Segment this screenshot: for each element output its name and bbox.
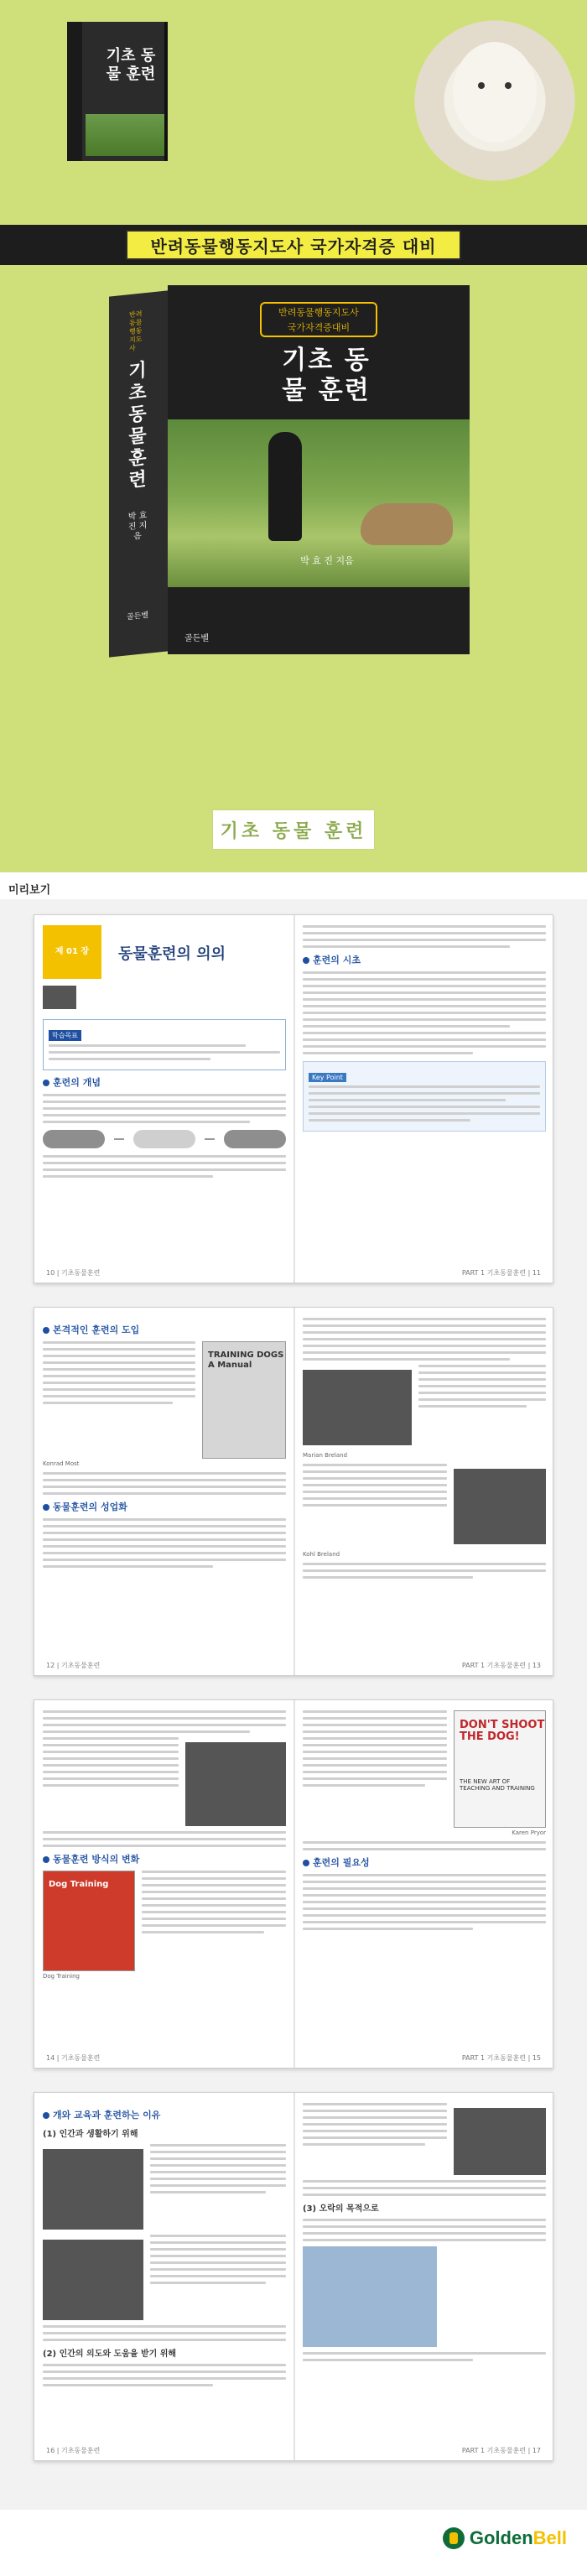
bell-icon xyxy=(443,2527,465,2549)
key-point-caption: Key Point xyxy=(309,1073,346,1082)
preview-spread-2 xyxy=(34,1307,553,1676)
book-image-title: DON'T SHOOT THE DOG! xyxy=(460,1719,545,1743)
dog-eye-icon xyxy=(478,82,485,89)
subtitle-box xyxy=(212,809,375,850)
bullet-icon xyxy=(303,957,309,964)
section-heading: 개와 교육과 훈련하는 이유 xyxy=(43,2108,286,2121)
cover-author: 박 효 진 지음 xyxy=(300,555,354,566)
small-book-photo xyxy=(86,114,164,156)
page-right xyxy=(303,2103,546,2365)
spread-gutter xyxy=(294,1700,295,2068)
cover-trainer-figure xyxy=(268,432,302,541)
book-image-dog-training xyxy=(43,1871,135,1971)
bullet-icon xyxy=(43,1080,49,1086)
section-heading: 훈련의 개념 xyxy=(43,1075,286,1089)
spine-title: 기초 동물 훈련 xyxy=(128,359,147,492)
sub-heading: (2) 인간의 의도와 도움을 받기 위해 xyxy=(43,2350,177,2359)
dog-face xyxy=(453,42,537,143)
headline-box xyxy=(126,230,461,260)
footer xyxy=(0,2512,587,2576)
diagram-step xyxy=(224,1130,286,1148)
photo-dog-sleeping xyxy=(43,2149,143,2230)
small-book-image xyxy=(67,22,168,161)
book-image-title: Dog Training xyxy=(49,1880,109,1889)
bullet-icon xyxy=(303,1860,309,1866)
preview-label: 미리보기 xyxy=(8,884,51,897)
preview-spread-1 xyxy=(34,914,553,1283)
small-book-spine xyxy=(67,22,82,161)
bullet-icon xyxy=(43,1856,49,1863)
page-right xyxy=(303,925,546,1132)
arrow-icon xyxy=(205,1138,215,1140)
book-image-subtitle: THE NEW ART OF TEACHING AND TRAINING xyxy=(460,1778,535,1792)
page-number: 16 | 기초동물훈련 xyxy=(46,2447,101,2454)
sub-heading: (1) 인간과 생활하기 위해 xyxy=(43,2130,138,2139)
spread-gutter xyxy=(294,915,295,1283)
book-image-training-dogs xyxy=(202,1341,286,1459)
preview-spread-4 xyxy=(34,2092,553,2461)
diagram-step xyxy=(133,1130,195,1148)
cover-tag-line1: 반려동물행동지도사 xyxy=(278,307,359,318)
bullet-icon xyxy=(43,2112,49,2119)
preview-area xyxy=(0,899,587,2510)
page-left xyxy=(43,925,286,1182)
dog-illustration xyxy=(43,986,76,1009)
page-number: PART 1 기초동물훈련 | 13 xyxy=(461,1662,541,1669)
image-caption: Konrad Most xyxy=(43,1460,80,1467)
section-heading: 본격적인 훈련의 도입 xyxy=(43,1323,286,1336)
key-point-box xyxy=(303,1061,546,1132)
subtitle-text: 기초 동물 훈련 xyxy=(220,820,367,842)
photo-dog-agility xyxy=(454,2108,546,2175)
dog-eye-icon xyxy=(505,82,512,89)
sub-heading: (3) 오락의 목적으로 xyxy=(303,2204,379,2214)
image-caption: Dog Training xyxy=(43,1973,80,1980)
book-image-dont-shoot-the-dog xyxy=(454,1710,546,1828)
bullet-icon xyxy=(43,1327,49,1334)
photo-marian-breland xyxy=(303,1370,412,1445)
book-image-title: TRAINING DOGS A Manual xyxy=(208,1350,284,1370)
section-heading: 훈련의 시초 xyxy=(303,953,546,966)
cover-dog-figure xyxy=(361,503,453,545)
spread-gutter xyxy=(294,1308,295,1675)
cover-publisher: 골든벨 xyxy=(184,634,209,643)
page-number: 10 | 기초동물훈련 xyxy=(46,1269,101,1277)
learning-goals-box xyxy=(43,1019,286,1070)
section-heading: 동물훈련의 성업화 xyxy=(43,1500,286,1513)
cover-bottom xyxy=(168,587,470,654)
page-number: 14 | 기초동물훈련 xyxy=(46,2054,101,2062)
cover-tag-line2: 국가자격증대비 xyxy=(287,322,351,333)
preview-spread-3 xyxy=(34,1699,553,2069)
logo-text: GoldenBell xyxy=(469,2527,567,2548)
arrow-icon xyxy=(114,1138,124,1140)
photo-training xyxy=(185,1742,286,1826)
cover-title: 기초 동물 훈련 xyxy=(282,346,371,405)
headline-text: 반려동물행동지도사 국가자격증 대비 xyxy=(150,236,437,257)
spread-gutter xyxy=(294,2093,295,2460)
page-number: 12 | 기초동물훈련 xyxy=(46,1662,101,1669)
page-left xyxy=(43,1710,286,1985)
image-caption: Marian Breland xyxy=(303,1452,348,1459)
page-number: PART 1 기초동물훈련 | 15 xyxy=(461,2054,541,2062)
small-book-title: 기초 동물 훈련 xyxy=(106,47,156,83)
headline-band xyxy=(0,225,587,265)
bullet-icon xyxy=(43,1504,49,1511)
image-caption: Karen Pryor xyxy=(512,1829,546,1836)
page-left xyxy=(43,2103,286,2391)
book-front xyxy=(168,285,470,654)
diagram-step xyxy=(43,1130,105,1148)
photo-dog-agility-tunnel xyxy=(303,2246,437,2347)
spine-author: 박 효 진 지음 xyxy=(127,510,148,542)
section-heading: 훈련의 필요성 xyxy=(303,1855,546,1869)
page-left xyxy=(43,1318,286,1572)
page-number: PART 1 기초동물훈련 | 17 xyxy=(461,2447,541,2454)
spine-subtitle: 반려동물행동지도사 xyxy=(129,310,143,353)
photo-dog-face xyxy=(43,2240,143,2320)
process-diagram xyxy=(43,1130,286,1148)
page-right xyxy=(303,1710,546,1934)
photo-kohl-breland xyxy=(454,1469,546,1544)
chapter-badge: 제 01 장 xyxy=(43,925,101,979)
image-caption: Kohl Breland xyxy=(303,1551,340,1558)
book-cover xyxy=(109,285,478,654)
hero-banner xyxy=(0,0,587,872)
page-number: PART 1 기초동물훈련 | 11 xyxy=(461,1269,541,1277)
learning-goals-caption: 학습목표 xyxy=(49,1030,81,1041)
chapter-title: 동물훈련의 의의 xyxy=(118,945,226,963)
spine-publisher: 골든벨 xyxy=(126,611,149,622)
book-spine xyxy=(109,290,168,657)
publisher-logo[interactable] xyxy=(443,2527,567,2549)
cover-tag xyxy=(260,302,377,337)
section-heading: 동물훈련 방식의 변화 xyxy=(43,1852,286,1866)
page-right xyxy=(303,1318,546,1583)
